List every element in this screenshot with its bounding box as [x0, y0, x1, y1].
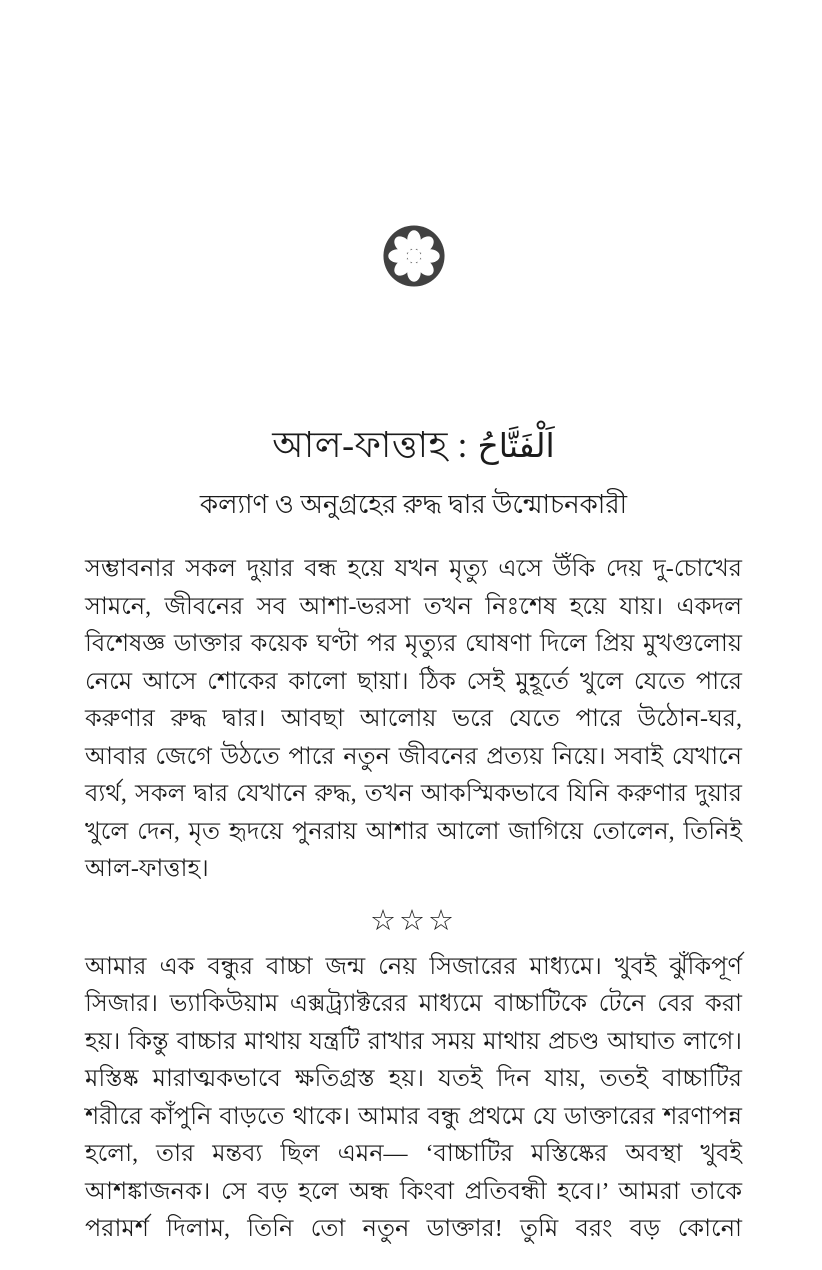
rosette-flower-icon	[382, 224, 446, 288]
heading-separator: :	[447, 425, 478, 465]
chapter-heading	[85, 420, 742, 471]
paragraph-story: আমার এক বন্ধুর বাচ্চা জন্ম নেয় সিজারের মাধ্যমে। খুবই ঝুঁকিপূর্ণ সিজার। ভ্যাকিউয়াম এক্সট্র্যাক্টরের মাধ্যমে বাচ্চাটিকে টেনে বের করা হয়। কিন্তু বাচ্চার মাথায় যন্ত্রটি রাখার সময় মাথায় প্রচণ্ড আঘাত লাগে। মস্তিষ্ক মারাত্মকভাবে ক্ষতিগ্রস্ত হয়। যতই দিন যায়, ততই বাচ্চাটির শরীরে কাঁপুনি বাড়তে থাকে। আমার বন্ধু প্রথমে যে ডাক্তারের শরণাপন্ন হলো, তার মন্তব্য ছিল এমন— ‘বাচ্চাটির মস্তিষ্কের অবস্থা খুবই আশঙ্কাজনক। সে বড় হলে অন্ধ কিংবা প্রতিবন্ধী হবে।’ আমরা তাকে পরামর্শ দিলাম, তিনি তো নতুন ডাক্তার! তুমি বরং বড় কোনো	[85, 953, 742, 1242]
chapter-subtitle: কল্যাণ ও অনুগ্রহের রুদ্ধ দ্বার উন্মোচনকারী	[199, 490, 628, 519]
star-divider: ☆☆☆	[370, 902, 457, 937]
chapter-name-bengali: আল-ফাত্তাহ	[272, 425, 448, 465]
paragraph-intro: সম্ভাবনার সকল দুয়ার বন্ধ হয়ে যখন মৃত্যু এসে উঁকি দেয় দু-চোখের সামনে, জীবনের সব আশা-ভরসা তখন নিঃশেষ হয়ে যায়। একদল বিশেষজ্ঞ ডাক্তার কয়েক ঘণ্টা পর মৃত্যুর ঘোষণা দিলে প্রিয় মুখগুলোয় নেমে আসে শোকের কালো ছায়া। ঠিক সেই মুহূর্তে খুলে যেতে পারে করুণার রুদ্ধ দ্বার। আবছা আলোয় ভরে যেতে পারে উঠোন-ঘর, আবার জেগে উঠতে পারে নতুন জীবনের প্রত্যয় নিয়ে। সবাই যেখানে ব্যর্থ, সকল দ্বার যেখানে রুদ্ধ, তখন আকস্মিকভাবে যিনি করুণার দুয়ার খুলে দেন, মৃত হৃদয়ে পুনরায় আশার আলো জাগিয়ে তোলেন, তিনিই আল-ফাত্তাহ।	[85, 556, 742, 882]
chapter-name-arabic: اَلْفَتَّاحُ	[477, 426, 555, 465]
chapter-ornament	[382, 224, 446, 288]
